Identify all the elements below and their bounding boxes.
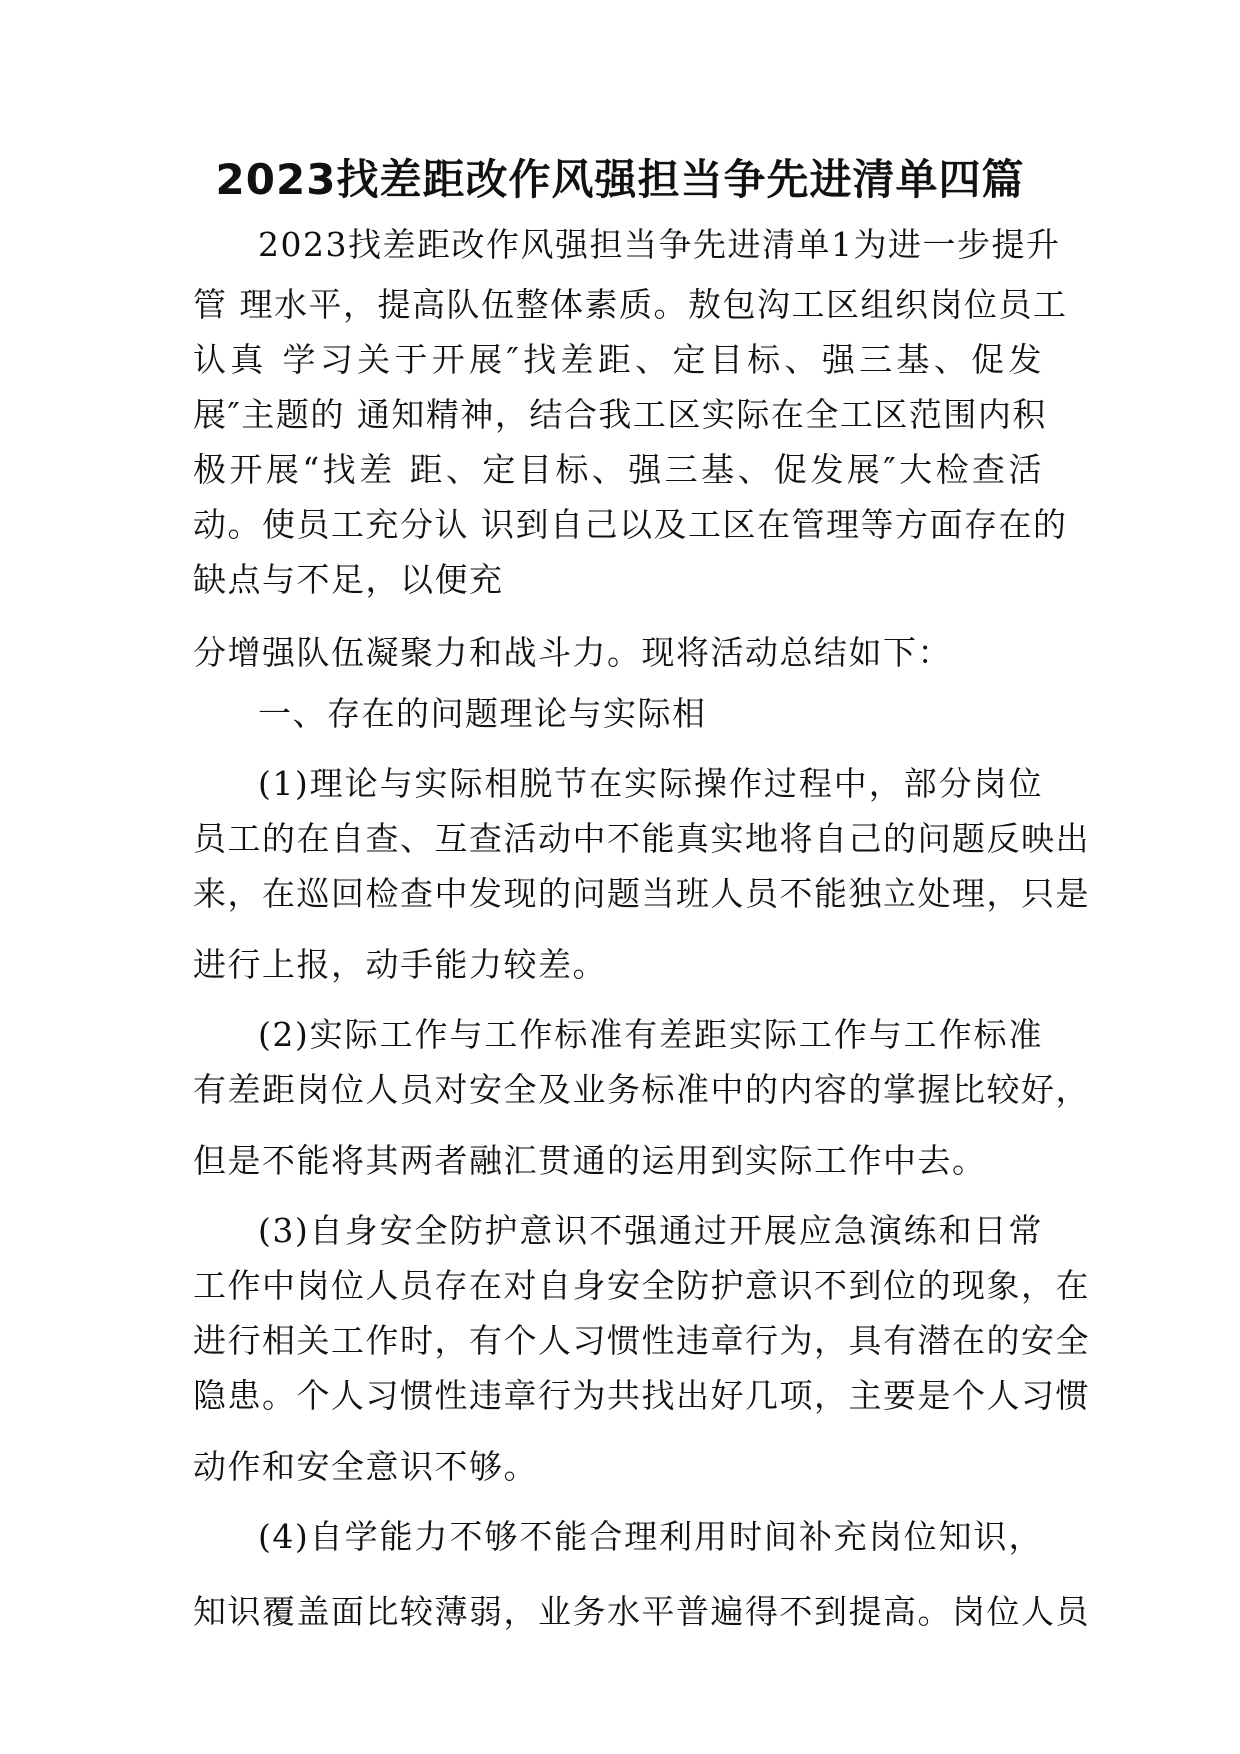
paragraph-line: 展″主题的 通知精神，结合我工区实际在全工区范围内积 xyxy=(193,395,1047,434)
paragraph-line: 分增强队伍凝聚力和战斗力。现将活动总结如下： xyxy=(193,633,952,672)
paragraph-line: 2023找差距改作风强担当争先进清单1为进一步提升 xyxy=(258,225,1061,264)
paragraph-line: 员工的在自查、互查活动中不能真实地将自己的问题反映出 xyxy=(193,819,1090,858)
paragraph-line: 来，在巡回检查中发现的问题当班人员不能独立处理，只是 xyxy=(193,874,1090,913)
paragraph-line: 进行上报，动手能力较差。 xyxy=(193,945,607,984)
paragraph-line: 管 理水平，提高队伍整体素质。敖包沟工区组织岗位员工 xyxy=(193,285,1068,324)
paragraph-line: (1)理论与实际相脱节在实际操作过程中，部分岗位 xyxy=(258,764,1043,803)
paragraph-line: 极开展“找差 距、定目标、强三基、促发展″大检查活 xyxy=(193,450,1043,489)
paragraph-line: (4)自学能力不够不能合理利用时间补充岗位知识， xyxy=(258,1517,1043,1556)
paragraph-line: (2)实际工作与工作标准有差距实际工作与工作标准 xyxy=(258,1015,1043,1054)
section-heading: 一、存在的问题理论与实际相 xyxy=(258,694,707,733)
paragraph-line: (3)自身安全防护意识不强通过开展应急演练和日常 xyxy=(258,1211,1043,1250)
paragraph-line: 缺点与不足，以便充 xyxy=(193,560,504,599)
paragraph-line: 动作和安全意识不够。 xyxy=(193,1447,538,1486)
paragraph-line: 但是不能将其两者融汇贯通的运用到实际工作中去。 xyxy=(193,1141,987,1180)
document-title: 2023找差距改作风强担当争先进清单四篇 xyxy=(215,155,1025,204)
paragraph-line: 认真 学习关于开展″找差距、定目标、强三基、促发 xyxy=(193,340,1043,379)
paragraph-line: 工作中岗位人员存在对自身安全防护意识不到位的现象，在 xyxy=(193,1266,1090,1305)
paragraph-line: 有差距岗位人员对安全及业务标准中的内容的掌握比较好， xyxy=(193,1070,1090,1109)
paragraph-line: 隐患。个人习惯性违章行为共找出好几项，主要是个人习惯 xyxy=(193,1376,1090,1415)
paragraph-line: 动。使员工充分认 识到自己以及工区在管理等方面存在的 xyxy=(193,505,1068,544)
paragraph-line: 进行相关工作时，有个人习惯性违章行为，具有潜在的安全 xyxy=(193,1321,1090,1360)
paragraph-line: 知识覆盖面比较薄弱，业务水平普遍得不到提高。岗位人员 xyxy=(193,1592,1090,1631)
